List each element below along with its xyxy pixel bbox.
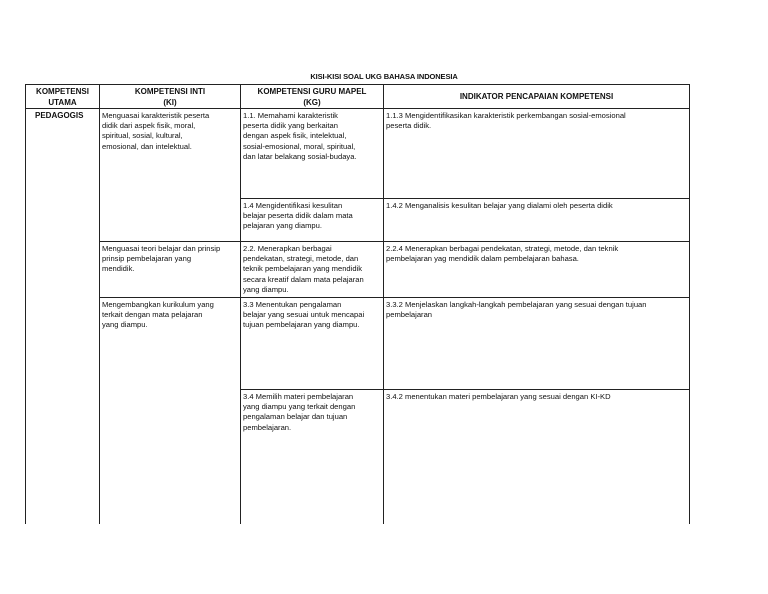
ki-cell: Mengembangkan kurikulum yang terkait dengan mata pelajaran yang diampu. [102,300,214,330]
ki-cell: Menguasai teori belajar dan prinsip prinsip pembelajaran yang mendidik. [102,244,221,274]
header-kompetensi-utama [26,85,99,108]
indikator-cell: 1.4.2 Menganalisis kesulitan belajar yang dialami oleh peserta didik [386,201,613,210]
table-left-border [25,84,26,524]
document-title: KISI-KISI SOAL UKG BAHASA INDONESIA [310,72,458,81]
indikator-cell: 3.3.2 Menjelaskan langkah-langkah pembelajaran yang sesuai dengan tujuan pembelajaran [386,300,647,320]
indikator-cell: 3.4.2 menentukan materi pembelajaran yang sesuai dengan KI-KD [386,392,611,401]
table-right-border [689,84,690,524]
header-line: UTAMA [48,97,77,107]
header-kompetensi-inti [100,85,240,108]
header-line: KOMPETENSI [36,86,89,96]
indikator-cell: 1.1.3 Mengidentifikasikan karakteristik perkembangan sosial-emosional peserta didik. [386,111,626,131]
col-divider-indikator [383,84,384,524]
row-divider-2-2 [99,241,690,242]
kg-cell: 1.4 Mengidentifikasi kesulitan belajar peserta didik dalam mata pelajaran yang diampu. [243,201,353,231]
row-divider-3-4 [240,389,690,390]
header-line: (KG) [303,97,321,107]
header-bottom-border [25,108,690,109]
header-kompetensi-guru-mapel [241,85,383,108]
header-line: INDIKATOR PENCAPAIAN KOMPETENSI [459,92,614,101]
kg-cell: 3.3 Menentukan pengalaman belajar yang sesuai untuk mencapai tujuan pembelajaran yang diampu. [243,300,365,330]
header-line: KOMPETENSI GURU MAPEL [257,86,367,96]
header-line: KOMPETENSI INTI [134,86,206,96]
row-divider-3-3 [99,297,690,298]
col-divider-ki [99,84,100,524]
header-indikator [384,85,689,108]
ki-cell: Menguasai karakteristik peserta didik dari aspek fisik, moral, spiritual, sosial, kultural, emosional, dan intelektual. [102,111,210,151]
kg-cell: 1.1. Memahami karakteristik peserta didik yang berkaitan dengan aspek fisik, intelektual, sosial-emosional, moral, spiritual, dan latar belakang sosial-budaya. [243,111,357,161]
col-divider-kg [240,84,241,524]
kg-cell: 3.4 Memilih materi pembelajaran yang diampu yang terkait dengan pengalaman belajar dan tujuan pembelajaran. [243,392,356,432]
kisi-kisi-table [25,84,690,524]
kompetensi-utama-cell: PEDAGOGIS [35,111,84,120]
indikator-cell: 2.2.4 Menerapkan berbagai pendekatan, strategi, metode, dan teknik pembelajaran yag mendidik dalam pembelajaran bahasa. [386,244,619,264]
header-line: (KI) [163,97,177,107]
kg-cell: 2.2. Menerapkan berbagai pendekatan, strategi, metode, dan teknik pembelajaran yang mendidik secara kreatif dalam mata pelajaran yang diampu. [243,244,364,294]
row-divider-1-4 [240,198,690,199]
